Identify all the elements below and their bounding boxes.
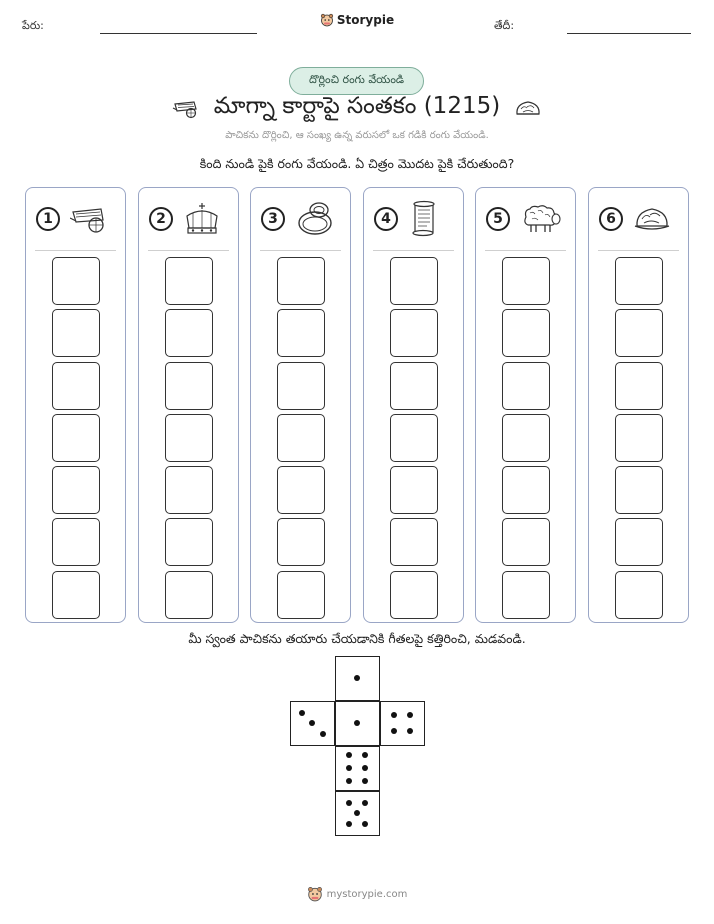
card-divider (485, 250, 566, 251)
crown-icon (183, 202, 221, 236)
column-card-2 (138, 187, 239, 623)
bread-icon (514, 99, 542, 119)
box-column (52, 257, 100, 623)
column-number: 4 (374, 207, 398, 231)
die-pip (354, 720, 360, 726)
scroll-icon (408, 200, 438, 238)
color-box[interactable] (615, 309, 663, 357)
color-box[interactable] (277, 362, 325, 410)
color-box[interactable] (502, 571, 550, 619)
ring-icon (295, 201, 335, 237)
die-pip (346, 752, 352, 758)
column-card-5 (475, 187, 576, 623)
color-box[interactable] (165, 518, 213, 566)
card-header (26, 188, 125, 250)
die-pip (320, 731, 326, 737)
color-box[interactable] (502, 309, 550, 357)
die-caption: మీ స్వంత పాచికను తయారు చేయడానికి గీతలపై కత్తిరించి, మడవండి. (188, 631, 526, 646)
card-divider (598, 250, 679, 251)
box-column (502, 257, 550, 623)
sheep-icon (520, 203, 562, 235)
instruction: కింది నుండి పైకి రంగు వేయండి. ఏ చిత్రం మొదట పైకి చేరుతుంది? (199, 156, 515, 171)
box-column (165, 257, 213, 623)
card-divider (373, 250, 454, 251)
die-face (335, 656, 380, 701)
color-box[interactable] (390, 309, 438, 357)
page-title: మాగ్నా కార్టాపై సంతకం (1215) (213, 93, 501, 119)
date-line[interactable] (567, 33, 691, 34)
die-pip (391, 712, 397, 718)
die-face (380, 701, 425, 746)
box-column (390, 257, 438, 623)
die-face (335, 701, 380, 746)
color-box[interactable] (390, 518, 438, 566)
color-box[interactable] (165, 362, 213, 410)
color-box[interactable] (52, 257, 100, 305)
storypie-mascot-icon (307, 886, 323, 902)
color-box[interactable] (390, 414, 438, 462)
die-face (335, 791, 380, 836)
card-header (589, 188, 688, 250)
color-box[interactable] (390, 466, 438, 514)
column-number: 2 (149, 207, 173, 231)
card-divider (260, 250, 341, 251)
die-pip (407, 728, 413, 734)
color-box[interactable] (277, 466, 325, 514)
die-pip (354, 810, 360, 816)
column-card-6 (588, 187, 689, 623)
color-box[interactable] (390, 362, 438, 410)
color-box[interactable] (615, 571, 663, 619)
die-pip (362, 778, 368, 784)
card-header (364, 188, 463, 250)
die-pip (346, 778, 352, 784)
color-box[interactable] (52, 414, 100, 462)
die-pip (346, 765, 352, 771)
color-box[interactable] (277, 571, 325, 619)
color-box[interactable] (277, 257, 325, 305)
die-pip (407, 712, 413, 718)
color-box[interactable] (52, 518, 100, 566)
name-line[interactable] (100, 33, 257, 34)
cart-icon (172, 99, 200, 119)
color-box[interactable] (615, 257, 663, 305)
bread-icon (633, 204, 671, 234)
color-box[interactable] (277, 309, 325, 357)
card-divider (148, 250, 229, 251)
color-box[interactable] (277, 518, 325, 566)
color-box[interactable] (502, 414, 550, 462)
color-box[interactable] (502, 257, 550, 305)
color-box[interactable] (390, 571, 438, 619)
color-box[interactable] (615, 362, 663, 410)
die-pip (346, 800, 352, 806)
die-pip (362, 752, 368, 758)
color-box[interactable] (165, 257, 213, 305)
color-box[interactable] (390, 257, 438, 305)
footer (0, 886, 714, 902)
color-box[interactable] (165, 571, 213, 619)
date-label: తేదీ: (494, 19, 515, 32)
die-face (290, 701, 335, 746)
color-box[interactable] (52, 571, 100, 619)
card-header (139, 188, 238, 250)
die-pip (362, 800, 368, 806)
box-column (615, 257, 663, 623)
die-pip (362, 765, 368, 771)
die-pip (346, 821, 352, 827)
column-card-4 (363, 187, 464, 623)
color-box[interactable] (165, 414, 213, 462)
brand-name: Storypie (336, 13, 395, 27)
die-pip (362, 821, 368, 827)
footer-url[interactable]: mystorypie.com (326, 888, 408, 900)
brand-logo (0, 13, 714, 27)
die-pip (391, 728, 397, 734)
color-box[interactable] (502, 362, 550, 410)
color-box[interactable] (502, 466, 550, 514)
column-number: 1 (36, 207, 60, 231)
color-box[interactable] (277, 414, 325, 462)
activity-badge: దొర్లించి రంగు వేయండి (289, 67, 424, 95)
color-box[interactable] (165, 466, 213, 514)
color-box[interactable] (502, 518, 550, 566)
color-box[interactable] (615, 518, 663, 566)
column-card-1 (25, 187, 126, 623)
column-number: 6 (599, 207, 623, 231)
name-label: పేరు: (22, 19, 44, 32)
color-box[interactable] (52, 362, 100, 410)
color-box[interactable] (615, 414, 663, 462)
column-number: 3 (261, 207, 285, 231)
subtitle: పాచికను దొర్లించి, ఆ సంఖ్య ఉన్న వరుసలో ఒక గడికి రంగు వేయండి. (225, 130, 489, 141)
cart-icon (70, 204, 108, 234)
color-box[interactable] (165, 309, 213, 357)
box-column (277, 257, 325, 623)
storypie-mascot-icon (320, 13, 334, 27)
color-box[interactable] (52, 466, 100, 514)
column-card-3 (250, 187, 351, 623)
color-box[interactable] (52, 309, 100, 357)
card-header (251, 188, 350, 250)
title-row (0, 93, 714, 125)
die-pip (299, 710, 305, 716)
card-divider (35, 250, 116, 251)
die-pip (309, 720, 315, 726)
die-pip (354, 675, 360, 681)
die-face (335, 746, 380, 791)
column-number: 5 (486, 207, 510, 231)
card-header (476, 188, 575, 250)
color-box[interactable] (615, 466, 663, 514)
